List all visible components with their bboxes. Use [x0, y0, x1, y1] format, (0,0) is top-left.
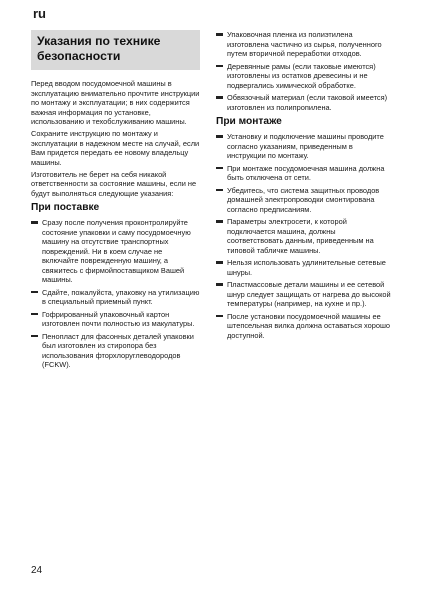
delivery-heading: При поставке	[31, 202, 100, 213]
list-item	[216, 62, 392, 91]
right-column	[216, 30, 392, 343]
language-code: ru	[33, 6, 46, 21]
list-item-text: После установки посудомоечной машины ее штепсельная вилка должна оставаться хорошо доступной.	[227, 311, 390, 340]
delivery-list	[31, 218, 200, 370]
list-item	[216, 217, 392, 255]
bullet-icon	[216, 261, 223, 263]
bullet-icon	[31, 291, 38, 293]
page-number: 24	[31, 565, 43, 576]
list-item-text: Гофрированный упаковочный картон изготовлен почти полностью из макулатуры.	[42, 309, 195, 328]
list-item	[216, 186, 392, 215]
list-item	[31, 288, 200, 307]
intro-paragraph: Сохраните инструкцию по монтажу и эксплуатации в надежном месте на случай, если Вам придется передать ее новому владельцу машины.	[31, 129, 200, 167]
list-item-text: Нельзя использовать удлинительные сетевые шнуры.	[227, 258, 386, 277]
bullet-icon	[216, 167, 223, 169]
list-item	[31, 218, 200, 285]
left-column	[31, 30, 200, 373]
list-item	[216, 280, 392, 309]
installation-list	[216, 132, 392, 340]
list-item	[216, 93, 392, 112]
list-item	[216, 164, 392, 183]
list-item-text: Пластмассовые детали машины и ее сетевой шнур следует защищать от нагрева до высокой температуры (например, на кухне и пр.).	[227, 280, 391, 308]
intro-paragraph: Изготовитель не берет на себя никакой ответственности за состояние машины, если не будут выполняться следующие указания:	[31, 169, 197, 198]
bullet-icon	[31, 335, 38, 337]
list-item-text: Параметры электросети, к которой подключается машина, должны соответствовать данным, приведенным на типовой табличке машины.	[227, 217, 374, 255]
list-item	[31, 332, 200, 370]
list-item	[216, 132, 392, 161]
list-item-text: Сдайте, пожалуйста, упаковку на утилизацию в специальный приемный пункт.	[42, 287, 200, 306]
list-item	[216, 258, 392, 277]
bullet-icon	[216, 96, 223, 98]
bullet-icon	[31, 313, 38, 315]
list-item	[31, 310, 200, 329]
list-item	[216, 312, 392, 341]
list-item-text: Пенопласт для фасонных деталей упаковки был изготовлен из стиропора без использования фторхлоруглеводородов (FCKW).	[42, 331, 194, 369]
list-item	[216, 30, 392, 59]
bullet-icon	[216, 315, 223, 317]
list-item-text: Установку и подключение машины проводите согласно указаниям, приведенным в инструкции по монтажу.	[227, 132, 384, 160]
section-title-box	[31, 30, 200, 70]
bullet-icon	[31, 221, 38, 223]
bullet-icon	[216, 65, 223, 67]
list-item-text: Упаковочная пленка из полиэтилена изготовлена частично из сырья, полученного путем вторичной переработки отходов.	[227, 30, 382, 58]
bullet-icon	[216, 33, 223, 35]
packaging-list	[216, 30, 392, 112]
section-title: Указания по технике безопасности	[37, 34, 161, 63]
list-item-text: Деревянные рамы (если таковые имеются) изготовлены из остатков древесины и не подвергались химической обработке.	[227, 61, 376, 90]
list-item-text: Сразу после получения проконтролируйте состояние упаковки и саму посудомоечную машину на отсутствие транспортных повреждений. Ни в коем случае не включайте поврежденную машину, а свяжитесь с фирмойпоставщиком Вашей машины.	[42, 218, 191, 284]
bullet-icon	[216, 220, 223, 222]
list-item-text: Обвязочный материал (если таковой имеется) изготовлен из полипропилена.	[227, 93, 388, 112]
list-item-text: При монтаже посудомоечная машина должна быть отключена от сети.	[227, 163, 385, 182]
installation-heading: При монтаже	[216, 116, 282, 127]
bullet-icon	[216, 283, 223, 285]
bullet-icon	[216, 189, 223, 191]
intro-paragraph: Перед вводом посудомоечной машины в эксплуатацию внимательно прочтите инструкции по монтажу и эксплуатации; в них содержится важная информация по установке, использованию и техобслуживанию машины.	[31, 79, 200, 126]
list-item-text: Убедитесь, что система защитных проводов домашней электропроводки смонтирована согласно предписаниям.	[227, 185, 380, 214]
bullet-icon	[216, 135, 223, 137]
